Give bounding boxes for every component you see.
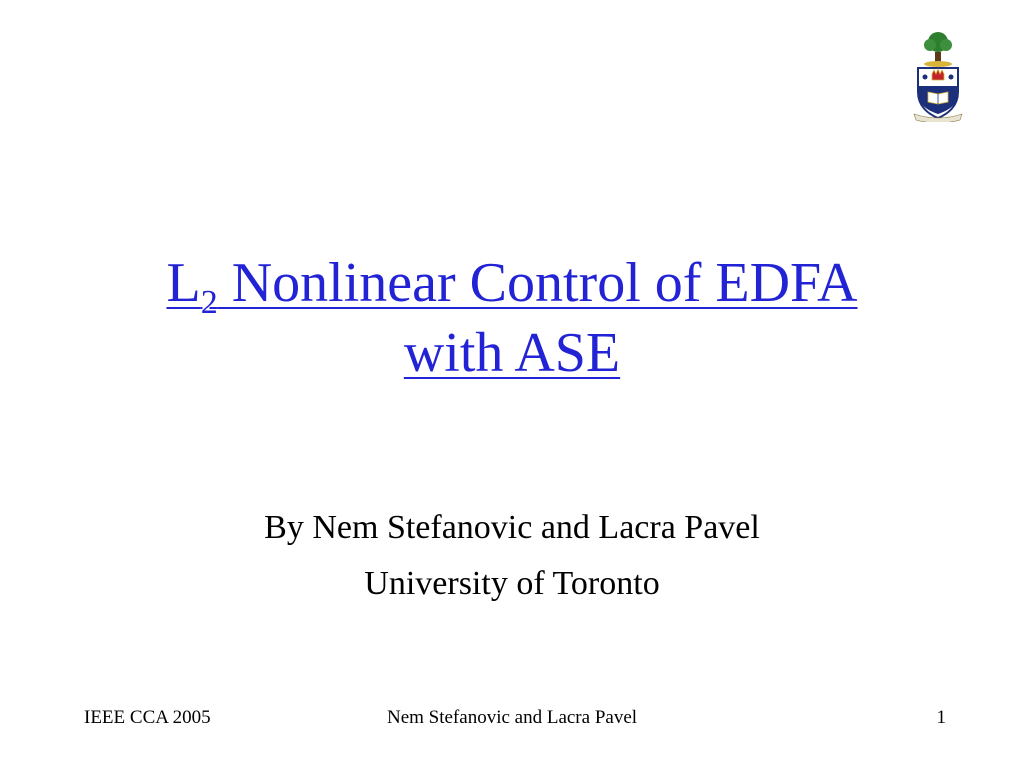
affiliation-text: University of Toronto (364, 565, 660, 602)
footer-page-number: 1 (936, 707, 946, 728)
footer-conference: IEEE CCA 2005 (84, 707, 211, 728)
slide-subtitle (60, 500, 964, 612)
title-rest: Nonlinear Control of EDFA (217, 252, 858, 314)
university-crest-icon (910, 30, 966, 122)
title-subscript: 2 (200, 284, 218, 321)
footer-authors: Nem Stefanovic and Lacra Pavel (386, 707, 638, 728)
title-line-1 (60, 248, 964, 321)
title-line-2: with ASE (403, 322, 621, 384)
authors-text: By Nem Stefanovic and Lacra Pavel (264, 509, 760, 546)
slide-title (60, 248, 964, 388)
title-letter: L (166, 252, 201, 314)
